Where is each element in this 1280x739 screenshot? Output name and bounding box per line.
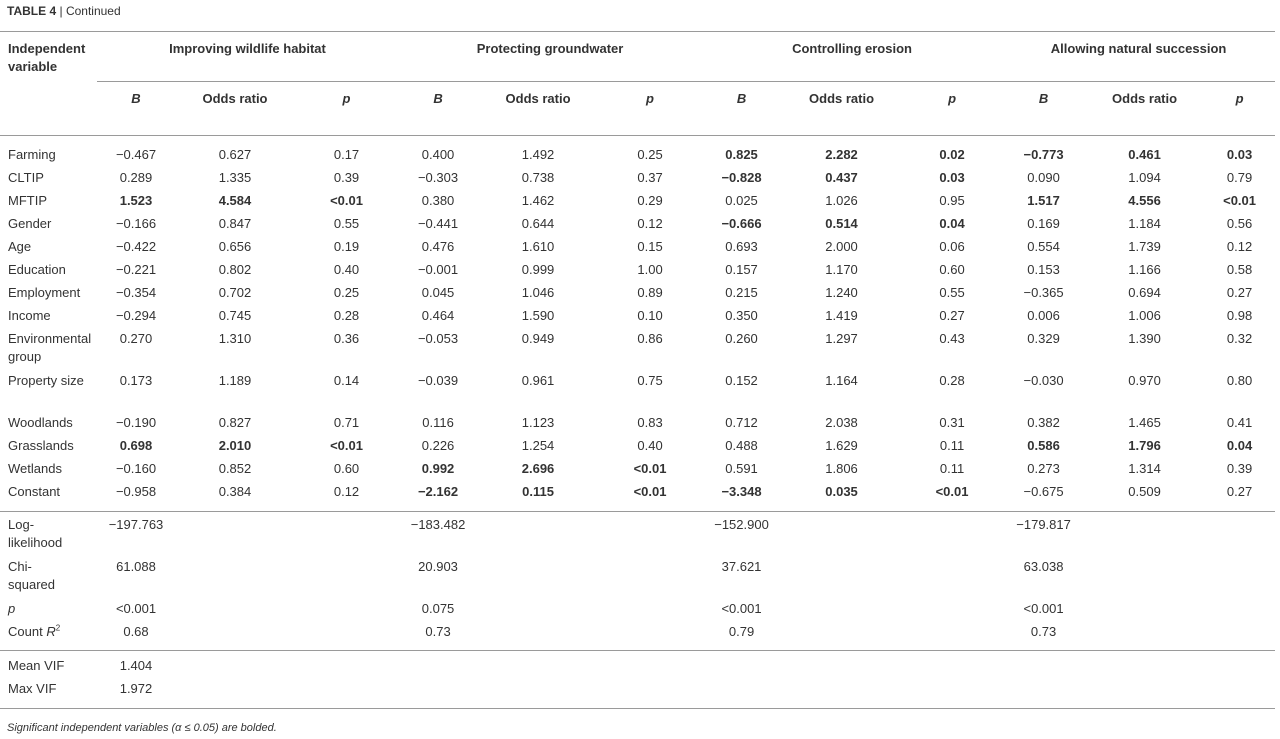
table-cell: 4.556 <box>1128 192 1161 208</box>
stats-row <box>0 600 1275 623</box>
table-cell: 0.86 <box>637 330 663 346</box>
table-cell: 1.166 <box>1128 261 1161 277</box>
stats-label: p <box>8 601 16 616</box>
group-header-groundwater: Protecting groundwater <box>398 32 702 82</box>
stats-value: −197.763 <box>108 517 164 532</box>
table-cell: 2.282 <box>825 146 858 162</box>
row-label: Education <box>8 261 66 277</box>
table-cell: 1.297 <box>825 330 858 346</box>
table-label: TABLE 4 <box>7 4 57 18</box>
table-cell: 0.961 <box>521 372 555 388</box>
table-cell: 0.273 <box>1027 460 1060 476</box>
table-row <box>0 146 1275 169</box>
table-cell: 0.270 <box>119 330 153 346</box>
table-cell: 0.10 <box>637 307 663 323</box>
table-cell: 1.796 <box>1128 437 1161 453</box>
table-cell: −0.675 <box>1023 483 1064 499</box>
table-cell: 1.314 <box>1128 460 1161 476</box>
table-cell: 0.04 <box>1226 437 1253 453</box>
stats-label <box>0 516 97 558</box>
table-cell: 0.15 <box>637 238 663 254</box>
subheader-spacer <box>0 82 97 136</box>
table-cell: 0.40 <box>333 261 360 277</box>
table-cell: 0.25 <box>333 284 360 300</box>
header-independent-variable: Independent variable <box>8 41 86 74</box>
stats-row <box>0 623 1275 646</box>
table-cell: 0.350 <box>725 307 758 323</box>
table-cell: 0.384 <box>218 483 252 499</box>
table-cell: −0.422 <box>115 238 157 254</box>
table-cell: 0.31 <box>939 414 965 430</box>
table-cell: 0.461 <box>1128 146 1161 162</box>
table-cell: −0.666 <box>721 215 762 231</box>
table-cell: 1.026 <box>825 192 858 208</box>
table-cell: <0.01 <box>633 460 667 476</box>
stats-value: <0.001 <box>115 601 157 616</box>
table-cell: 0.28 <box>333 307 360 323</box>
table-cell: <0.01 <box>330 192 363 208</box>
table-cell: 0.12 <box>637 215 663 231</box>
table-cell: 0.226 <box>421 437 455 453</box>
stats-value: −183.482 <box>410 517 466 532</box>
row-label: Grasslands <box>8 437 74 453</box>
table-cell: 0.827 <box>218 414 252 430</box>
table-cell: 0.090 <box>1027 169 1060 185</box>
table-cell: 0.999 <box>521 261 555 277</box>
caption-separator: | <box>59 4 63 18</box>
table-cell: 2.038 <box>825 414 858 430</box>
table-cell: 0.60 <box>939 261 965 277</box>
table-row <box>0 284 1275 307</box>
table-cell: 0.11 <box>939 437 965 453</box>
row-label: Environmental group <box>8 330 92 364</box>
table-cell: −0.441 <box>417 215 459 231</box>
table-cell: 0.591 <box>725 460 758 476</box>
table-row <box>0 483 1275 506</box>
table-cell: 0.36 <box>333 330 360 346</box>
stats-label-text: Log-likelihood <box>8 517 63 550</box>
table-cell: 0.115 <box>522 483 554 499</box>
footnote: Significant independent variables (α ≤ 0.05) are bolded. <box>7 722 277 734</box>
vif-label: Max VIF <box>8 680 57 696</box>
table-cell: −0.294 <box>115 307 157 323</box>
table-cell: 1.310 <box>218 330 252 346</box>
table-cell: 0.693 <box>725 238 758 254</box>
table-row <box>0 192 1275 215</box>
row-label: Income <box>8 307 51 323</box>
table-cell: 0.698 <box>119 437 153 453</box>
table-cell: 0.12 <box>333 483 360 499</box>
table-cell: 0.152 <box>725 372 758 388</box>
table-cell: −0.958 <box>115 483 157 499</box>
table-cell: 0.514 <box>825 215 858 231</box>
table-cell: 1.240 <box>825 284 858 300</box>
table-cell: 2.696 <box>521 460 555 476</box>
table-cell: 0.29 <box>637 192 663 208</box>
table-cell: 0.437 <box>825 169 858 185</box>
table-cell: 0.89 <box>637 284 663 300</box>
table-cell: 0.39 <box>1226 460 1253 476</box>
table-cell: 0.825 <box>725 146 758 162</box>
table-cell: 1.00 <box>637 261 663 277</box>
table-cell: 0.802 <box>218 261 252 277</box>
table-cell: 0.970 <box>1128 372 1161 388</box>
stats-label-text: Count <box>8 624 47 639</box>
table-cell: 1.590 <box>521 307 555 323</box>
table-cell: 4.584 <box>218 192 252 208</box>
table-cell: 0.37 <box>637 169 663 185</box>
table-cell: 0.382 <box>1027 414 1060 430</box>
stats-label <box>0 558 97 600</box>
vif-row <box>0 657 1275 680</box>
table-cell: 0.27 <box>1226 483 1253 499</box>
stats-label: Count $R^2$ <box>8 623 61 639</box>
table-cell: 0.045 <box>421 284 455 300</box>
table-cell: 0.39 <box>333 169 360 185</box>
table-cell: 0.03 <box>939 169 965 185</box>
table-cell: −0.221 <box>115 261 157 277</box>
table-cell: 1.335 <box>218 169 252 185</box>
row-label: CLTIP <box>8 169 44 185</box>
table-cell: 1.046 <box>521 284 555 300</box>
table-cell: 0.992 <box>421 460 455 476</box>
table-cell: 0.03 <box>1226 146 1253 162</box>
table-cell: <0.01 <box>633 483 667 499</box>
table-cell: 2.010 <box>218 437 252 453</box>
table-cell: 1.094 <box>1128 169 1161 185</box>
stats-row <box>0 558 1275 600</box>
table-cell: −0.160 <box>115 460 157 476</box>
row-label: MFTIP <box>8 192 47 208</box>
table-cell: 0.27 <box>1226 284 1253 300</box>
stats-value: 0.075 <box>421 601 455 616</box>
table-cell: 0.847 <box>218 215 252 231</box>
table-cell: −0.030 <box>1023 372 1064 388</box>
table-cell: 0.852 <box>218 460 252 476</box>
table-cell: 0.83 <box>637 414 663 430</box>
table-row <box>0 437 1275 460</box>
table-cell: 0.260 <box>725 330 758 346</box>
table-cell: −3.348 <box>721 483 762 499</box>
table-cell: 1.462 <box>521 192 555 208</box>
table-cell: 0.035 <box>825 483 858 499</box>
table-cell: 0.949 <box>521 330 555 346</box>
table-cell: 0.12 <box>1226 238 1253 254</box>
table-cell: −0.053 <box>417 330 459 346</box>
regression-table <box>0 31 1275 710</box>
vif-value: 1.404 <box>119 657 153 673</box>
row-label: Gender <box>8 215 52 231</box>
table-cell: −0.354 <box>115 284 157 300</box>
vif-row <box>0 680 1275 703</box>
table-cell: 1.184 <box>1128 215 1161 231</box>
table-cell: 0.04 <box>939 215 965 231</box>
table-cell: 1.419 <box>825 307 858 323</box>
stats-value: 0.79 <box>728 624 755 639</box>
table-cell: 0.71 <box>333 414 360 430</box>
row-label: Age <box>8 238 32 254</box>
table-cell: −0.190 <box>115 414 157 430</box>
stats-value: −152.900 <box>714 517 769 532</box>
table-cell: −0.303 <box>417 169 459 185</box>
table-cell: 1.610 <box>521 238 555 254</box>
subheader-b: B <box>736 91 747 106</box>
table-cell: 0.025 <box>725 192 758 208</box>
row-label: Farming <box>8 146 56 162</box>
table-cell: 0.75 <box>637 372 663 388</box>
table-row <box>0 330 1275 372</box>
table-cell: 0.169 <box>1027 215 1060 231</box>
table-cell: 0.488 <box>725 437 758 453</box>
stats-value: 20.903 <box>418 559 458 574</box>
table-cell: 1.465 <box>1128 414 1161 430</box>
table-cell: 0.28 <box>939 372 965 388</box>
table-cell: 0.215 <box>725 284 758 300</box>
table-cell: −2.162 <box>417 483 459 499</box>
table-cell: 0.509 <box>1128 483 1161 499</box>
table-cell: 0.56 <box>1226 215 1253 231</box>
table-cell: 0.14 <box>333 372 360 388</box>
table-cell: 1.629 <box>825 437 858 453</box>
table-cell: 1.517 <box>1027 192 1060 208</box>
table-cell: 0.656 <box>218 238 252 254</box>
table-cell: 2.000 <box>825 238 858 254</box>
table-cell: 0.738 <box>521 169 555 185</box>
subheader-or: Odds ratio <box>809 91 875 106</box>
table-cell: 0.702 <box>218 284 252 300</box>
row-label: Employment <box>8 284 81 300</box>
stats-value: 63.038 <box>1023 559 1064 574</box>
table-cell: 0.694 <box>1128 284 1161 300</box>
table-caption <box>7 4 121 18</box>
table-cell: 0.06 <box>939 238 965 254</box>
subheader-b: B <box>1038 91 1049 106</box>
table-cell: −0.001 <box>417 261 459 277</box>
table-cell: −0.365 <box>1023 284 1064 300</box>
table-cell: 0.55 <box>939 284 965 300</box>
table-cell: 0.380 <box>421 192 455 208</box>
stats-value: 61.088 <box>116 559 156 574</box>
table-cell: 0.02 <box>939 146 965 162</box>
table-row <box>0 169 1275 192</box>
table-row <box>0 261 1275 284</box>
subheader-b: B <box>131 91 141 106</box>
stats-value: 0.73 <box>425 624 451 639</box>
table-cell: 0.554 <box>1027 238 1060 254</box>
table-cell: <0.01 <box>1223 192 1257 208</box>
row-label: Wetlands <box>8 460 62 476</box>
table-cell: 0.80 <box>1226 372 1253 388</box>
table-cell: −0.039 <box>417 372 459 388</box>
table-cell: 0.745 <box>218 307 252 323</box>
table-cell: 0.40 <box>637 437 663 453</box>
table-row <box>0 307 1275 330</box>
table-cell: 1.523 <box>119 192 153 208</box>
stats-value: 0.68 <box>123 624 149 639</box>
table-cell: −0.467 <box>115 146 157 162</box>
stats-value: 37.621 <box>721 559 762 574</box>
row-label: Constant <box>8 483 61 499</box>
group-header-erosion: Controlling erosion <box>702 32 1002 82</box>
vif-value: 1.972 <box>119 680 153 696</box>
table-cell: 0.476 <box>421 238 455 254</box>
stats-row <box>0 516 1275 558</box>
table-cell: 0.95 <box>939 192 965 208</box>
table-cell: 1.189 <box>218 372 252 388</box>
table-cell: 0.464 <box>421 307 455 323</box>
table-cell: 0.58 <box>1226 261 1253 277</box>
stats-label-sup: 2 <box>55 623 61 633</box>
group-header-succession: Allowing natural succession <box>1002 32 1275 82</box>
row-label: Woodlands <box>8 414 73 430</box>
subheader-or: Odds ratio <box>1112 91 1178 106</box>
table-row <box>0 215 1275 238</box>
table-cell: 0.11 <box>939 460 965 476</box>
table-cell: 1.170 <box>825 261 858 277</box>
table-cell: −0.773 <box>1023 146 1064 162</box>
table-cell: 0.43 <box>939 330 965 346</box>
table-cell: 1.006 <box>1128 307 1161 323</box>
table-cell: 1.123 <box>521 414 555 430</box>
stats-value: 0.73 <box>1030 624 1057 639</box>
table-row <box>0 460 1275 483</box>
subheader-b: B <box>433 91 443 106</box>
stats-value: <0.001 <box>721 601 762 616</box>
group-header-wildlife: Improving wildlife habitat <box>97 32 398 82</box>
table-cell: 1.390 <box>1128 330 1161 346</box>
table-row <box>0 372 1275 414</box>
row-label: Property size <box>8 372 84 388</box>
subheader-or: Odds ratio <box>202 91 268 106</box>
table-cell: −0.166 <box>115 215 157 231</box>
table-cell: 0.712 <box>725 414 758 430</box>
table-cell: 0.19 <box>333 238 360 254</box>
table-cell: 0.157 <box>725 261 758 277</box>
table-cell: 0.55 <box>333 215 360 231</box>
table-cell: 0.116 <box>422 414 454 430</box>
stats-label-text: Chi-squared <box>8 559 55 592</box>
table-cell: 0.329 <box>1027 330 1060 346</box>
stats-value: −179.817 <box>1016 517 1071 532</box>
table-cell: 0.17 <box>333 146 360 162</box>
caption-text: Continued <box>65 4 121 18</box>
subheader-p: p <box>1235 91 1244 106</box>
table-row <box>0 238 1275 261</box>
stats-value: <0.001 <box>1023 601 1064 616</box>
table-cell: <0.01 <box>935 483 969 499</box>
table-cell: 0.644 <box>521 215 555 231</box>
table-row <box>0 414 1275 437</box>
table-cell: 1.254 <box>521 437 555 453</box>
table-cell: 0.173 <box>119 372 153 388</box>
table-cell: 0.289 <box>119 169 153 185</box>
table-cell: 0.153 <box>1027 261 1060 277</box>
table-cell: −0.828 <box>721 169 762 185</box>
table-cell: 0.41 <box>1226 414 1253 430</box>
vif-label: Mean VIF <box>8 657 65 673</box>
subheader-p: p <box>948 91 957 106</box>
table-cell: 0.006 <box>1027 307 1060 323</box>
table-cell: 1.806 <box>825 460 858 476</box>
table-cell: 1.739 <box>1128 238 1161 254</box>
table-cell: 0.400 <box>421 146 455 162</box>
table-cell: 0.27 <box>939 307 965 323</box>
table-cell: 0.98 <box>1226 307 1253 323</box>
table-cell: 0.25 <box>637 146 663 162</box>
table-cell: 0.627 <box>218 146 252 162</box>
table-cell: 1.164 <box>825 372 858 388</box>
subheader-or: Odds ratio <box>505 91 571 106</box>
subheader-p: p <box>342 91 351 106</box>
table-cell: 0.79 <box>1226 169 1253 185</box>
table-cell: <0.01 <box>330 437 363 453</box>
subheader-p: p <box>646 91 654 106</box>
table-cell: 1.492 <box>521 146 555 162</box>
table-cell: 0.60 <box>333 460 360 476</box>
table-cell: 0.586 <box>1027 437 1060 453</box>
table-cell: 0.32 <box>1226 330 1253 346</box>
